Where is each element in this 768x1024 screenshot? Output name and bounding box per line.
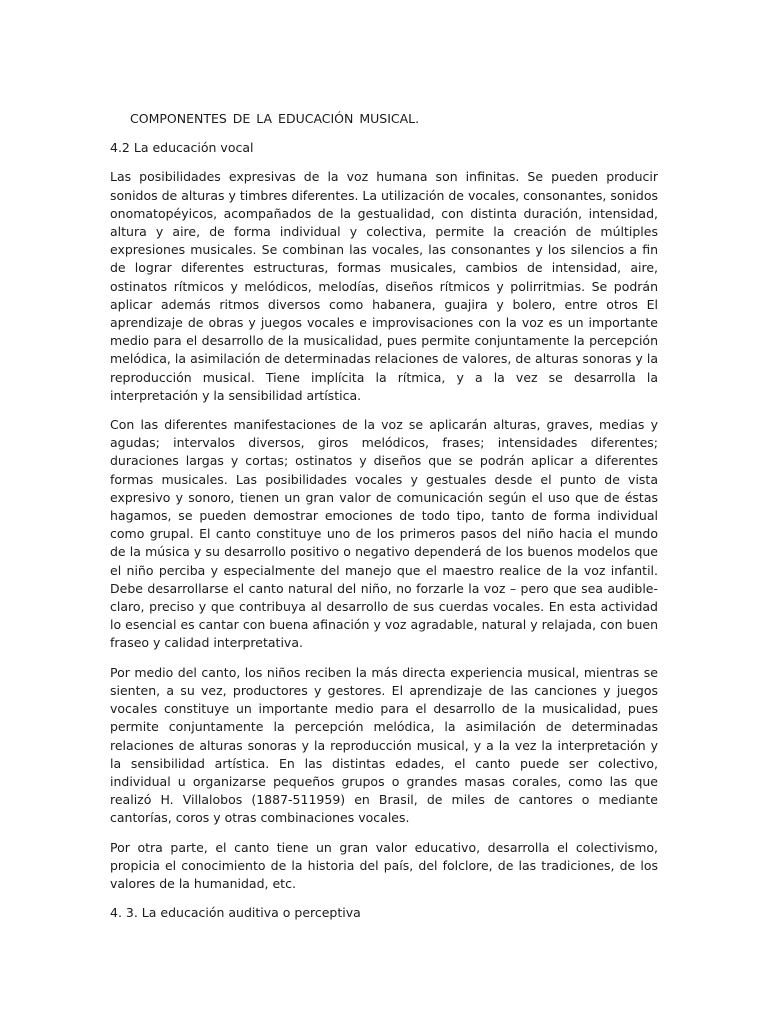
document-page: [110, 110, 658, 933]
paragraph: Por medio del canto, los niños reciben la más directa experiencia musical, mientras se sienten, a su vez, productores y gestores. El aprendizaje de las canciones y juegos vocales constituye un importante medio para el desarrollo de la musicalidad, pues permite conjuntamente la percepción melódica, la asimilación de determinadas relaciones de alturas sonoras y la reproducción musical, y a la vez la interpretación y la sensibilidad artística. En las distintas edades, el canto puede ser colectivo, individual u organizarse pequeños grupos o grandes masas corales, como las que realizó H. Villalobos (1887-511959) en Brasil, de miles de cantores o mediante cantorías, coros y otras combinaciones vocales.: [110, 664, 658, 826]
paragraph: Por otra parte, el canto tiene un gran valor educativo, desarrolla el colectivismo, propicia el conocimiento de la historia del país, del folclore, de las tradiciones, de los valores de la humanidad, etc.: [110, 839, 658, 891]
paragraph: Con las diferentes manifestaciones de la voz se aplicarán alturas, graves, medias y agudas; intervalos diversos, giros melódicos, frases; intensidades diferentes; duraciones largas y cortas; ostinatos y diseños que se podrán aplicar a diferentes formas musicales. Las posibilidades vocales y gestuales desde el punto de vista expresivo y sonoro, tienen un gran valor de comunicación según el uso que de éstas hagamos, se pueden demostrar emociones de todo tipo, tanto de forma individual como grupal. El canto constituye uno de los primeros pasos del niño hacia el mundo de la música y su desarrollo positivo o negativo dependerá de los buenos modelos que el niño perciba y especialmente del manejo que el maestro realice de la voz infantil. Debe desarrollarse el canto natural del niño, no forzarle la voz – pero que sea audible- claro, preciso y que contribuya al desarrollo de sus cuerdas vocales. En esta actividad lo esencial es cantar con buena afinación y voz agradable, natural y relajada, con buen fraseo y calidad interpretativa.: [110, 417, 658, 651]
section-heading-4-3: 4. 3. La educación auditiva o perceptiva: [110, 905, 361, 921]
section-heading-4-2: 4.2 La educación vocal: [110, 140, 254, 156]
document-title: COMPONENTES DE LA EDUCACIÓN MUSICAL.: [130, 111, 420, 126]
paragraph: Las posibilidades expresivas de la voz humana son infinitas. Se pueden producir sonidos de alturas y timbres diferentes. La utilización de vocales, consonantes, sonidos onomatopéyicos, acompañados de la gestualidad, con distinta duración, intensidad, altura y aire, de forma individual y colectiva, permite la creación de múltiples expresiones musicales. Se combinan las vocales, las consonantes y los silencios a fin de lograr diferentes estructuras, formas musicales, cambios de intensidad, aire, ostinatos rítmicos y melódicos, melodías, diseños rítmicos y polirritmias. Se podrán aplicar además ritmos diversos como habanera, guajira y bolero, entre otros El aprendizaje de obras y juegos vocales e improvisaciones con la voz es un importante medio para el desarrollo de la musicalidad, pues permite conjuntamente la percepción melódica, la asimilación de determinadas relaciones de valores, de alturas sonoras y la reproducción musical. Tiene implícita la rítmica, y a la vez se desarrolla la interpretación y la sensibilidad artística.: [110, 169, 658, 403]
